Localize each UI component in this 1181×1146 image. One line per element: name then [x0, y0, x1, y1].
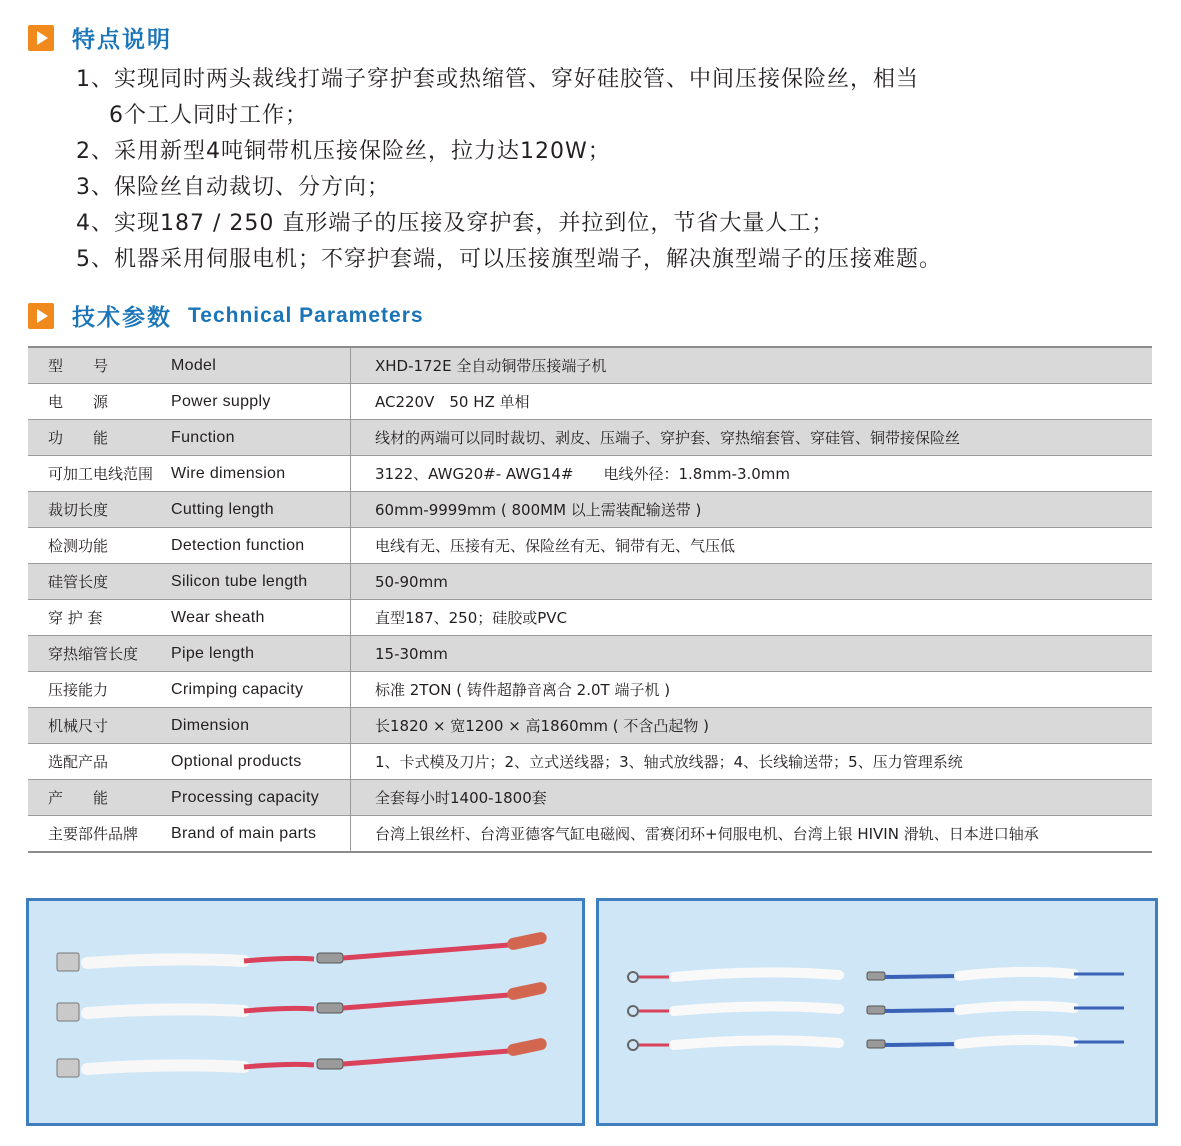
param-label-cn: 机械尺寸	[28, 708, 171, 744]
param-value: 线材的两端可以同时裁切、剥皮、压端子、穿护套、穿热缩套管、穿硅管、铜带接保险丝	[351, 420, 1153, 456]
param-label-cn: 选配产品	[28, 744, 171, 780]
features-heading	[28, 21, 172, 54]
param-label-en: Dimension	[171, 708, 351, 744]
terminal-wires-photo	[29, 901, 582, 1123]
feature-item: 5、机器采用伺服电机；不穿护套端，可以压接旗型端子，解决旗型端子的压接难题。	[76, 247, 942, 272]
wire-icon	[343, 1051, 509, 1064]
param-label-cn: 主要部件品牌	[28, 816, 171, 853]
param-label-en: Wear sheath	[171, 600, 351, 636]
param-row	[28, 636, 1152, 672]
fuse-icon	[317, 1059, 343, 1069]
params-heading-cn: 技术参数	[72, 305, 172, 331]
param-row	[28, 744, 1152, 780]
param-row	[28, 528, 1152, 564]
param-label-en: Wire dimension	[171, 456, 351, 492]
fuse-icon	[867, 1040, 885, 1048]
features-list	[76, 62, 1156, 278]
param-label-en: Silicon tube length	[171, 564, 351, 600]
heat-shrink-icon	[506, 931, 548, 951]
ring-terminal-icon	[628, 1040, 638, 1050]
param-row	[28, 420, 1152, 456]
param-row	[28, 600, 1152, 636]
fuse-icon	[867, 1006, 885, 1014]
param-label-en: Power supply	[171, 384, 351, 420]
param-label-cn: 功 能	[28, 420, 171, 456]
param-label-en: Processing capacity	[171, 780, 351, 816]
fuse-icon	[317, 1003, 343, 1013]
features-heading-text: 特点说明	[72, 27, 172, 53]
param-label-cn: 穿 护 套	[28, 600, 171, 636]
param-label-en: Cutting length	[171, 492, 351, 528]
feature-item: 4、实现187 / 250 直形端子的压接及穿护套，并拉到位，节省大量人工；	[76, 211, 835, 236]
param-label-cn: 型 号	[28, 347, 171, 384]
ring-terminal-icon	[628, 972, 638, 982]
wire-icon	[244, 1008, 314, 1011]
param-label-cn: 电 源	[28, 384, 171, 420]
product-photo-right	[596, 898, 1158, 1126]
silicon-tube-icon	[674, 1006, 839, 1011]
feature-item: 3、保险丝自动裁切、分方向；	[76, 175, 390, 200]
terminal-icon	[57, 1059, 79, 1077]
param-label-cn: 检测功能	[28, 528, 171, 564]
heat-shrink-icon	[506, 981, 548, 1001]
wire-icon	[885, 1044, 959, 1045]
param-value: 台湾上银丝杆、台湾亚德客气缸电磁阀、雷赛闭环+伺服电机、台湾上银 HIVIN 滑轨、日本进口轴承	[351, 816, 1153, 853]
param-value: 1、卡式模及刀片；2、立式送线器；3、轴式放线器；4、长线输送带；5、压力管理系统	[351, 744, 1153, 780]
silicon-tube-icon	[87, 959, 244, 963]
param-value: 全套每小时1400-1800套	[351, 780, 1153, 816]
param-value: 电线有无、压接有无、保险丝有无、铜带有无、气压低	[351, 528, 1153, 564]
wire-icon	[885, 976, 959, 977]
terminal-icon	[57, 953, 79, 971]
feature-item: 1、实现同时两头裁线打端子穿护套或热缩管、穿好硅胶管、中间压接保险丝，相当	[76, 67, 919, 92]
play-arrow-icon	[28, 303, 54, 329]
silicon-tube-icon	[674, 972, 839, 977]
silicon-tube-icon	[674, 1040, 839, 1045]
feature-item: 2、采用新型4吨铜带机压接保险丝，拉力达120W；	[76, 139, 611, 164]
wire-icon	[244, 1064, 314, 1067]
param-label-en: Pipe length	[171, 636, 351, 672]
wire-icon	[885, 1010, 959, 1011]
param-label-cn: 可加工电线范围	[28, 456, 171, 492]
param-value: 50-90mm	[351, 564, 1153, 600]
param-row	[28, 564, 1152, 600]
silicon-tube-icon	[959, 972, 1074, 976]
param-value: 60mm-9999mm ( 800MM 以上需装配输送带 )	[351, 492, 1153, 528]
param-value: 3122、AWG20#- AWG14# 电线外径：1.8mm-3.0mm	[351, 456, 1153, 492]
silicon-tube-icon	[959, 1006, 1074, 1010]
param-label-en: Function	[171, 420, 351, 456]
param-row	[28, 780, 1152, 816]
param-row	[28, 456, 1152, 492]
param-label-cn: 产 能	[28, 780, 171, 816]
wire-icon	[343, 945, 509, 958]
param-value: 长1820 × 宽1200 × 高1860mm ( 不含凸起物 )	[351, 708, 1153, 744]
wire-icon	[244, 958, 314, 961]
param-value: XHD-172E 全自动铜带压接端子机	[351, 347, 1153, 384]
param-label-en: Crimping capacity	[171, 672, 351, 708]
param-row	[28, 384, 1152, 420]
parameters-table	[28, 346, 1152, 853]
silicon-tube-icon	[87, 1009, 244, 1013]
param-row	[28, 347, 1152, 384]
param-label-en: Detection function	[171, 528, 351, 564]
param-value: AC220V 50 HZ 单相	[351, 384, 1153, 420]
param-label-cn: 裁切长度	[28, 492, 171, 528]
param-value: 直型187、250；硅胶或PVC	[351, 600, 1153, 636]
param-label-en: Model	[171, 347, 351, 384]
param-row	[28, 708, 1152, 744]
silicon-tube-icon	[87, 1065, 244, 1069]
terminal-icon	[57, 1003, 79, 1021]
params-heading-en: Technical Parameters	[188, 303, 424, 327]
heat-shrink-icon	[506, 1037, 548, 1057]
product-photo-left	[26, 898, 585, 1126]
play-arrow-icon	[28, 25, 54, 51]
param-label-cn: 穿热缩管长度	[28, 636, 171, 672]
fuse-icon	[867, 972, 885, 980]
param-label-cn: 硅管长度	[28, 564, 171, 600]
params-heading	[28, 299, 424, 332]
feature-item-continuation: 6个工人同时工作；	[109, 103, 308, 128]
param-label-en: Optional products	[171, 744, 351, 780]
param-value: 15-30mm	[351, 636, 1153, 672]
wire-icon	[343, 995, 509, 1008]
fuse-wires-photo	[599, 901, 1155, 1123]
ring-terminal-icon	[628, 1006, 638, 1016]
param-value: 标准 2TON ( 铸件超静音离合 2.0T 端子机 )	[351, 672, 1153, 708]
param-row	[28, 816, 1152, 853]
param-row	[28, 672, 1152, 708]
param-label-cn: 压接能力	[28, 672, 171, 708]
param-row	[28, 492, 1152, 528]
silicon-tube-icon	[959, 1040, 1074, 1044]
fuse-icon	[317, 953, 343, 963]
param-label-en: Brand of main parts	[171, 816, 351, 853]
